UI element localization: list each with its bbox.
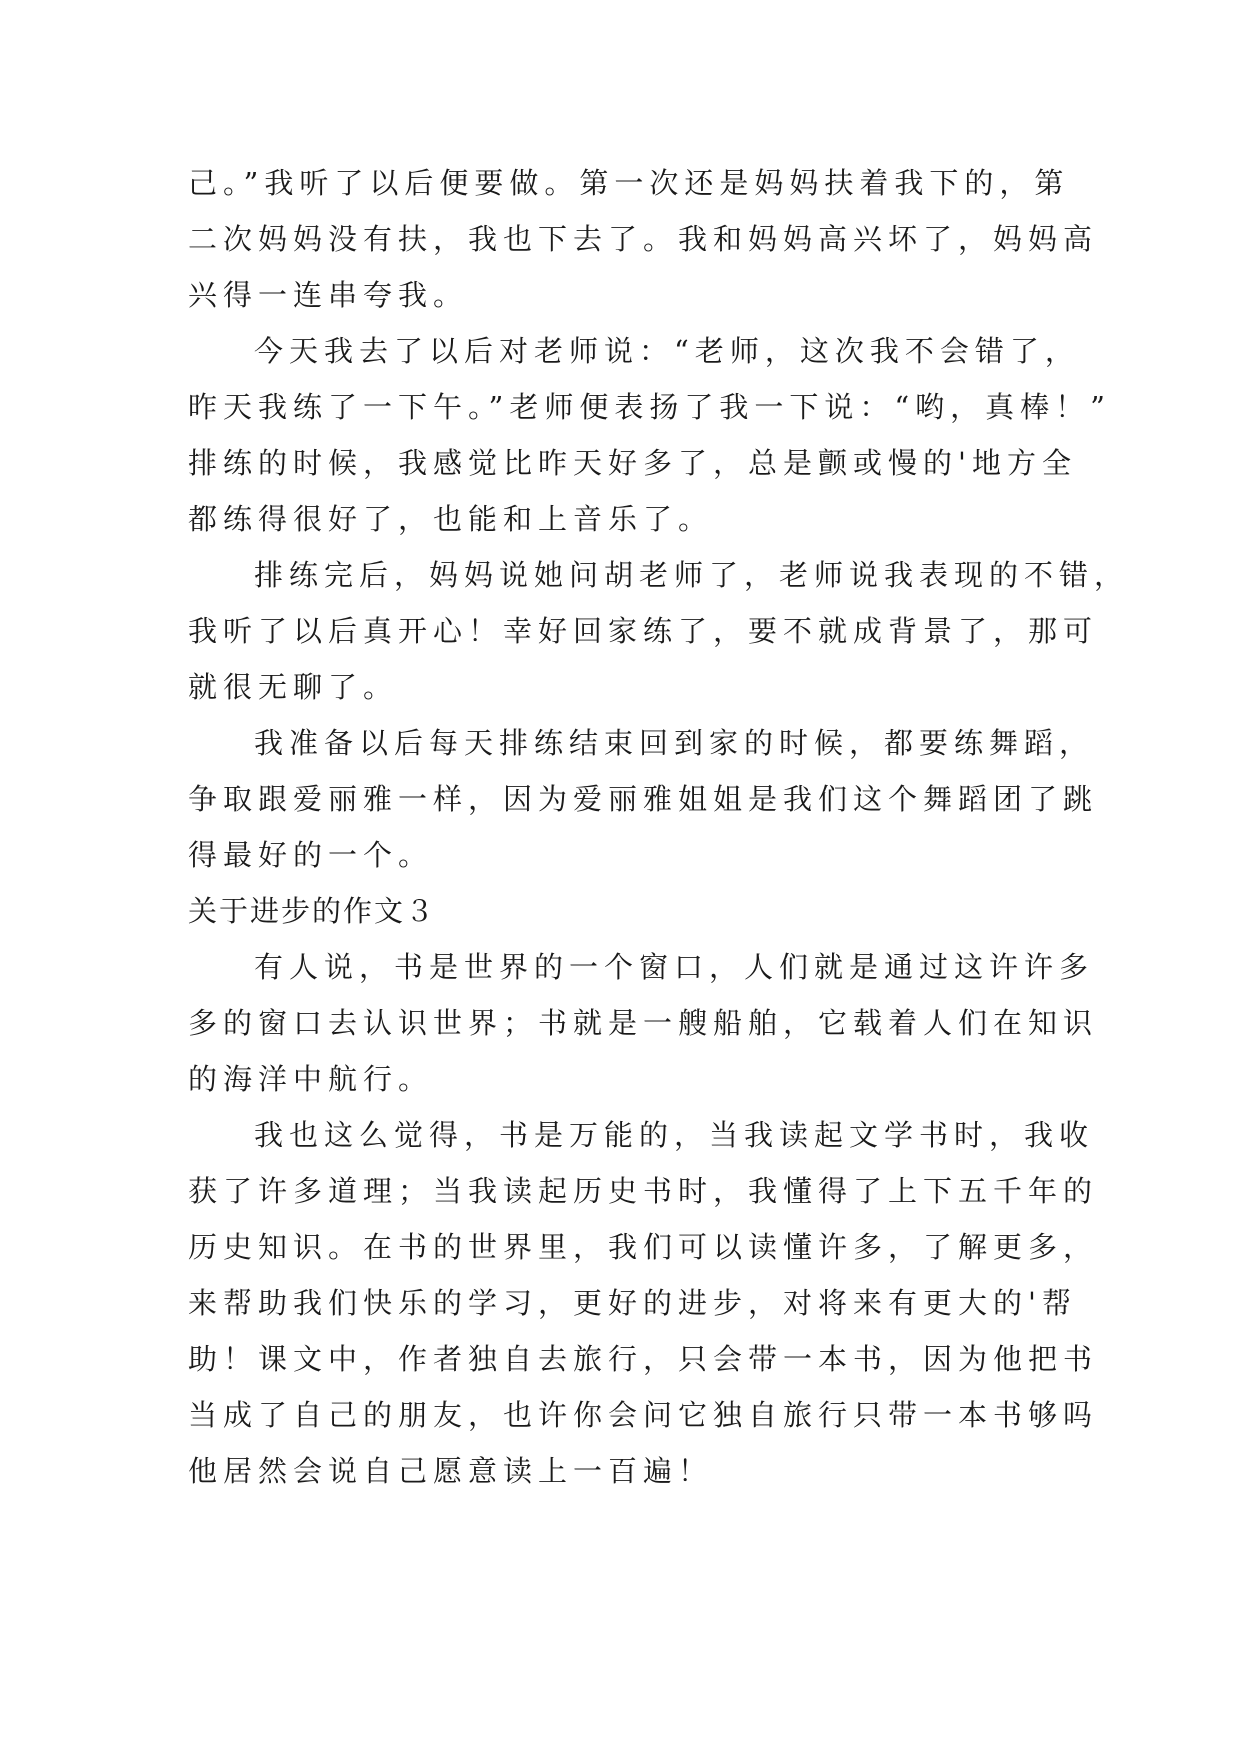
document-body — [188, 155, 1130, 1555]
text-line: 历史知识。在书的世界里，我们可以读懂许多，了解更多， — [188, 1230, 1099, 1264]
text-line — [188, 1499, 1048, 1555]
text-line: 兴得一连串夸我。 — [188, 278, 469, 312]
text-line: 多的窗口去认识世界；书就是一艘船舶，它载着人们在知识 — [188, 1006, 1099, 1040]
text-line: 有人说，书是世界的一个窗口，人们就是通过这许许多 — [254, 950, 1095, 984]
text-line: 我准备以后每天排练结束回到家的时候，都要练舞蹈， — [254, 726, 1095, 760]
paragraph — [188, 155, 1099, 323]
text-line: 的海洋中航行。 — [188, 1062, 434, 1096]
text-line: 来帮助我们快乐的学习，更好的进步，对将来有更大的'帮 — [188, 1286, 1077, 1320]
paragraph — [188, 1107, 1099, 1555]
text-line: 就很无聊了。 — [188, 670, 399, 704]
text-line: 二次妈妈没有扶，我也下去了。我和妈妈高兴坏了，妈妈高 — [188, 222, 1099, 256]
paragraph — [188, 547, 1130, 715]
text-line: 得最好的一个。 — [188, 838, 434, 872]
paragraph — [188, 323, 1111, 547]
text-line: 排练完后，妈妈说她问胡老师了，老师说我表现的不错， — [254, 558, 1130, 592]
text-line: 己。”我听了以后便要做。第一次还是妈妈扶着我下的，第 — [188, 166, 1070, 200]
text-line: 获了许多道理；当我读起历史书时，我懂得了上下五千年的 — [188, 1174, 1099, 1208]
section-heading: 关于进步的作文３ — [188, 894, 437, 928]
text-line: 助！课文中，作者独自去旅行，只会带一本书，因为他把书 — [188, 1342, 1099, 1376]
text-line: 都练得很好了，也能和上音乐了。 — [188, 502, 714, 536]
text-line: 我也这么觉得，书是万能的，当我读起文学书时，我收 — [254, 1118, 1095, 1152]
text-line: 昨天我练了一下午。”老师便表扬了我一下说：“哟，真棒！” — [188, 390, 1111, 424]
text-line: 我听了以后真开心！幸好回家练了，要不就成背景了，那可 — [188, 614, 1099, 648]
paragraph — [188, 715, 1099, 883]
text-line: 争取跟爱丽雅一样，因为爱丽雅姐姐是我们这个舞蹈团了跳 — [188, 782, 1099, 816]
text-line: 他居然会说自己愿意读上一百遍！ — [188, 1454, 714, 1488]
paragraph — [188, 939, 1099, 1107]
text-line: 今天我去了以后对老师说：“老师，这次我不会错了， — [254, 334, 1080, 368]
text-line: 排练的时候，我感觉比昨天好多了，总是颤或慢的'地方全 — [188, 446, 1077, 480]
text-line: 当成了自己的朋友，也许你会问它独自旅行只带一本书够吗 — [188, 1398, 1099, 1432]
